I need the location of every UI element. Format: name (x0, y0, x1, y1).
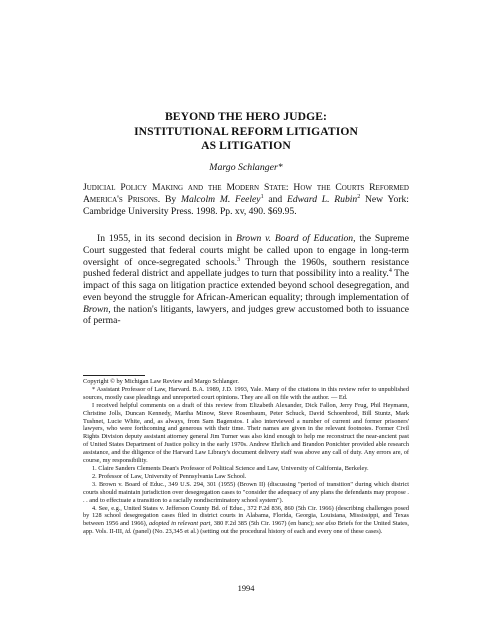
article-title (83, 110, 409, 154)
case-name: Brown v. Board of Education, (236, 233, 356, 244)
footnote-marker-1: 1 (260, 193, 264, 200)
footnote-divider (83, 375, 145, 376)
body-text: In 1955, in its second decision in (97, 233, 237, 244)
case-name-short: Brown, (83, 303, 111, 315)
footnote-3: 3. Brown v. Board of Educ., 349 U.S. 294, 301 (1955) (Brown II) (discussing "period of transition" during which district courts should maintain jurisdiction over desegregation cases to "consider the adequacy of any plans the defendants may propose . . . and to effectuate a transition to a racially nondiscriminatory school system"). (83, 480, 409, 504)
page-number: 1994 (237, 584, 255, 593)
footnote-4-text: 4. See, e.g., United States v. Jefferson County Bd. of Educ., 372 F.2d 836, 860 (5th Cir. 1966) (describing challenges posed by 128 school desegregation cases filed in district courts in Alabama, Florida, Georgia, Louisiana, Mississippi, and Texas between 1956 and 1966), (83, 504, 409, 528)
footnote-marker-2: 2 (357, 193, 361, 200)
footnote-4-text: 380 F.2d 385 (5th Cir. 1967) (en banc); (212, 520, 316, 528)
footnote-1: 1. Claire Sanders Clements Dean's Professor of Political Science and Law, University of California, Berkeley. (92, 464, 369, 472)
book-title: Judicial Policy Making and the Modern State: How the Courts Reformed America's Prisons. (83, 182, 409, 205)
footnote-marker-4: 4 (388, 268, 392, 275)
title-line-1: BEYOND THE HERO JUDGE: (164, 110, 328, 123)
book-author-2: Edward L. Rubin (286, 193, 358, 205)
title-line-2: INSTITUTIONAL REFORM LITIGATION (134, 124, 358, 138)
by-word: By (164, 193, 177, 205)
footnote-4 (83, 505, 409, 537)
footnote-marker-3: 3 (237, 256, 241, 263)
body-text: Through the 1960s, southern resistance pushed federal district and appellate judges to turn that possibility into a reality. (83, 256, 409, 280)
title-line-3: AS LITIGATION (201, 139, 291, 152)
footnote-2: 2. Professor of Law, University of Pennsylvania Law School. (92, 472, 247, 480)
footnotes (83, 378, 409, 536)
footnote-star: * Assistant Professor of Law, Harvard. B.A. 1989, J.D. 1993, Yale. Many of the citations in this review refer to unpublished sources, mostly case pleadings and unreported court opinions. They are all on file with the author. — Ed. (83, 385, 409, 401)
reviewed-book-citation (83, 182, 409, 217)
body-paragraph (83, 233, 409, 327)
footnote-4-text: (panel) (No. 23,345 et al.) (setting out the procedural history of each and every one of these cases). (131, 528, 383, 536)
footnote-acknowledgments: I received helpful comments on a draft of this review from Elizabeth Alexander, Dick Fallon, Jerry Frug, Phil Heymann, Christine Jolls, Duncan Kennedy, Martha Minow, Steve Rosenbaum, Peter Schuck, David Schoenbrod, Bill Stuntz, Mark Tushnet, Lucie White, and, as always, from Sam Bagenstos. I also interviewed a number of current and former prisoners' lawyers, who were forthcoming and generous with their time. Their names are given in the relevant footnotes. Former Civil Rights Division deputy assistant attorney general Jim Turner was also kind enough to help me reconstruct the near-ancient past of United States Department of Justice policy in the early 1970s. Andrew Ehrlich and Brandon Ponichter provided able research assistance, and the diligence of the Harvard Law Library's document delivery staff was above any call of duty. Any errors are, of course, my responsibility. (83, 401, 409, 465)
book-author-1: Malcolm M. Feeley (180, 193, 261, 205)
body-text: the Supreme Court suggested that federal courts might be called upon to engage in long-term oversight of once-segregated schools. (83, 233, 409, 268)
publication-info: New York: Cambridge University Press. 1998. Pp. xv, 490. $69.95. (83, 193, 409, 217)
body-text: the nation's litigants, lawyers, and judges grew accustomed both to issuance of perma- (83, 303, 409, 327)
footnote-4-text: Briefs for the United States, app. Vols. II-III, (83, 520, 409, 536)
body-text: The impact of this saga on litigation practice extended beyond school desegregation, and even beyond the struggle for African-American equality; through implementation of (83, 268, 409, 303)
and-word: and (268, 193, 283, 205)
article-author: Margo Schlanger* (209, 162, 283, 173)
footnote-4-signal: see also (315, 520, 336, 528)
footnote-4-italic: adopted in relevant part, (149, 520, 213, 528)
footnote-4-id: id. (125, 528, 132, 536)
copyright-notice: Copyright © by Michigan Law Review and Margo Schlanger. (83, 378, 239, 385)
